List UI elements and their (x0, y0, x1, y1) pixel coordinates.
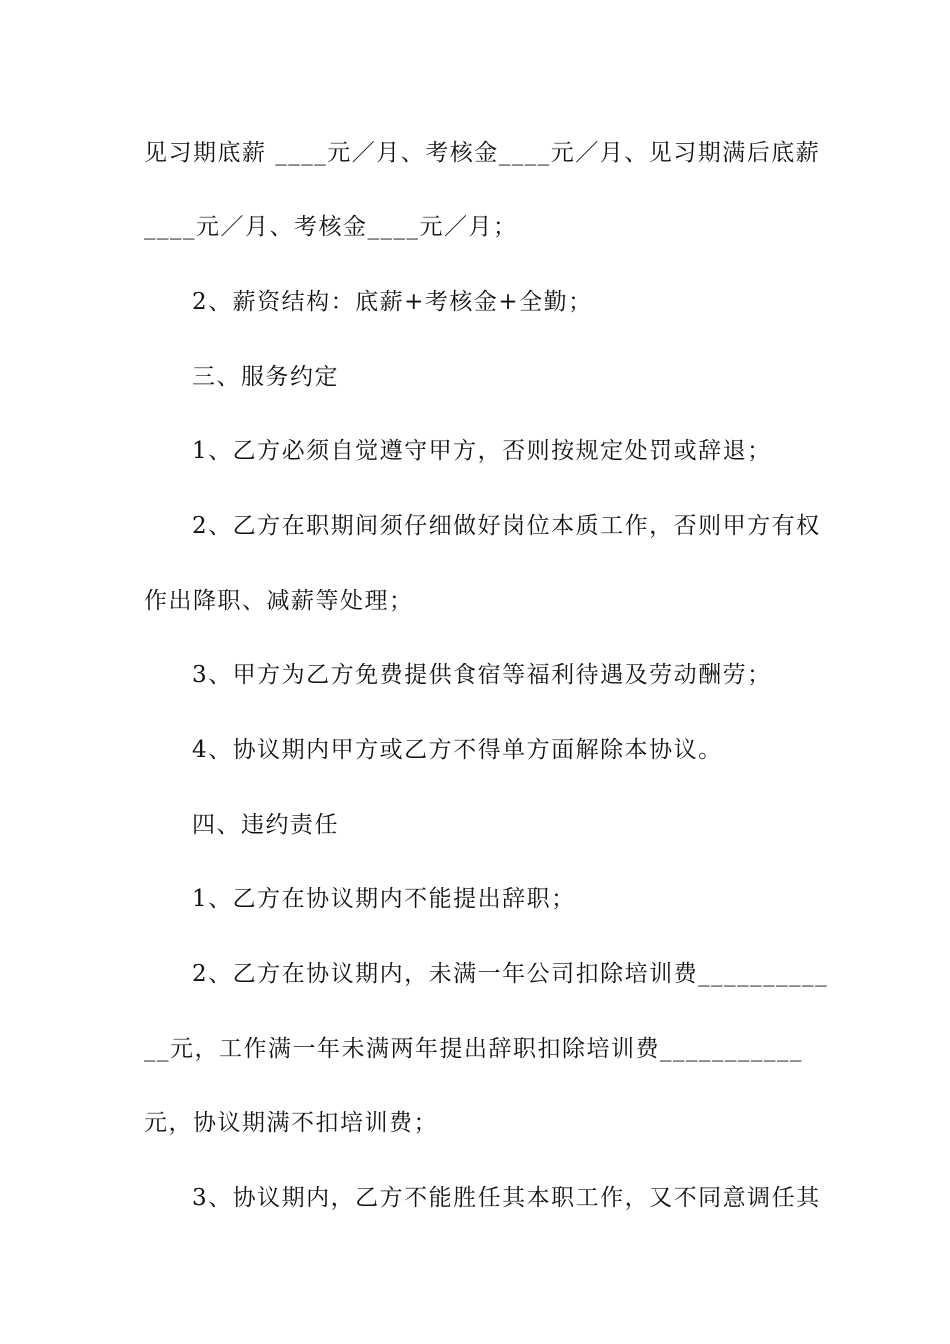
text-line: 作出降职、减薪等处理； (144, 588, 414, 614)
text-line: 元，协议期满不扣培训费； (144, 1110, 438, 1136)
text-line: 2、薪资结构：底薪+考核金+全勤； (192, 289, 593, 315)
text-line: 4、协议期内甲方或乙方不得单方面解除本协议。 (192, 737, 723, 763)
text-line: ____元／月、考核金____元／月； (144, 214, 518, 240)
text-line: 1、乙方在协议期内不能提出辞职； (192, 886, 576, 912)
section-heading: 三、服务约定 (192, 364, 339, 390)
section-heading: 四、违约责任 (192, 812, 339, 838)
text-line: 2、乙方在协议期内，未满一年公司扣除培训费__________ (192, 961, 829, 987)
text-line: 2、乙方在职期间须仔细做好岗位本质工作，否则甲方有权 (192, 513, 821, 539)
text-line: 3、协议期内，乙方不能胜任其本职工作，又不同意调任其 (192, 1185, 821, 1211)
text-line: __元，工作满一年未满两年提出辞职扣除培训费___________ (144, 1036, 803, 1062)
text-line: 见习期底薪 ____元／月、考核金____元／月、见习期满后底薪 (144, 140, 821, 166)
text-line: 1、乙方必须自觉遵守甲方，否则按规定处罚或辞退； (192, 438, 772, 464)
text-line: 3、甲方为乙方免费提供食宿等福利待遇及劳动酬劳； (192, 662, 772, 688)
